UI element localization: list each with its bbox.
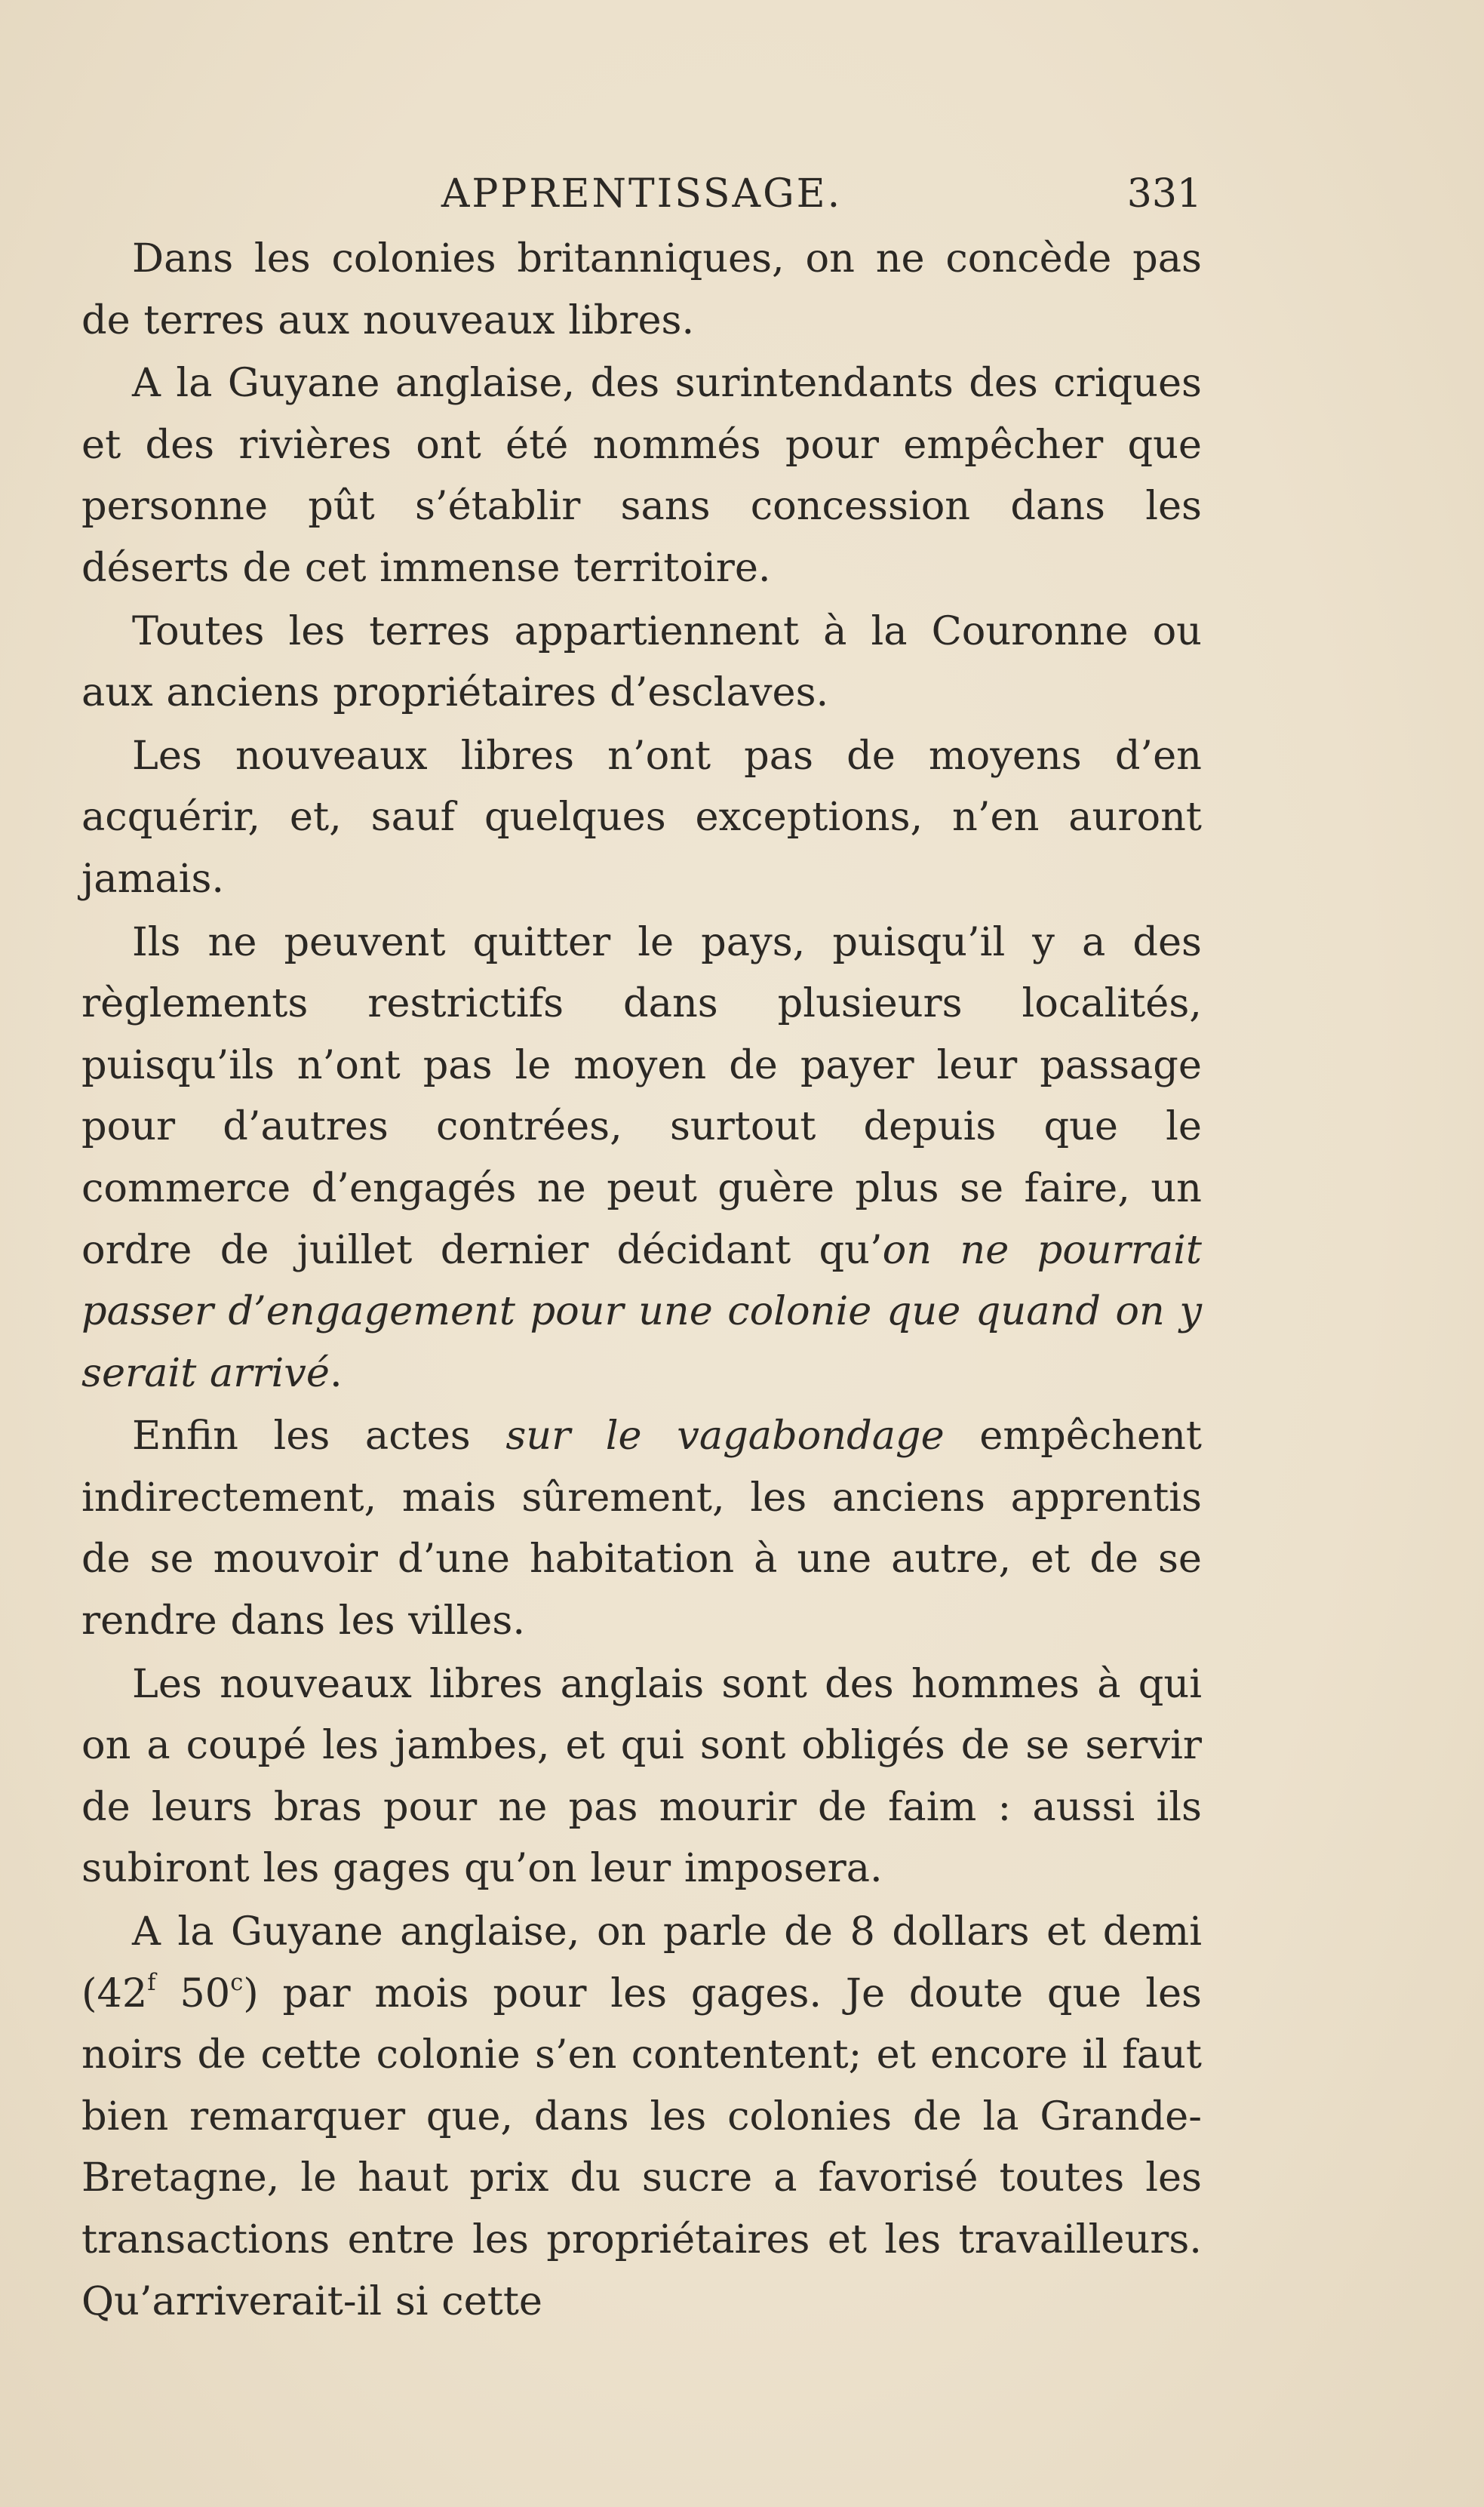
paragraph <box>81 352 1202 598</box>
paragraph <box>81 725 1202 910</box>
paragraph-text: ) par mois pour les gages. Je doute que les noirs de cette colonie s’en contentent; et encore il faut bien remarquer que, dans les colonies de la Grande-Bretagne, le haut prix du sucre a favorisé toutes les transactions entre les propriétaires et les travailleurs. Qu’arriverait-il si cette <box>81 1970 1203 2324</box>
paragraph <box>81 228 1202 351</box>
paragraph-text: Les nouveaux libres anglais sont des hommes à qui on a coupé les jambes, et qui sont obligés de se servir de leurs bras pour ne pas mourir de faim : aussi ils subiront les gages qu’on leur imposera. <box>81 1660 1202 1892</box>
paragraph <box>81 912 1202 1404</box>
body-text <box>81 228 1202 2332</box>
paragraph-text: Ils ne peuvent quitter le pays, puisqu’il y a des règlements restrictifs dans plusieurs localités, puisqu’ils n’ont pas le moyen de payer leur passage pour d’autres contrées, surtout depuis que le commerce d’engagés ne peut guère plus se faire, un ordre de juillet dernier décidant qu’ <box>81 918 1202 1273</box>
paragraph-text: empêchent indirectement, mais sûrement, les anciens apprentis de se mouvoir d’une habitation à une autre, et de se rendre dans les villes. <box>81 1413 1202 1644</box>
paragraph <box>81 1901 1202 2332</box>
paragraph-text: A la Guyane anglaise, des surintendants des criques et des rivières ont été nommés pour empêcher que personne pût s’établir sans concession dans les déserts de cet immense territoire. <box>81 360 1202 591</box>
paragraph-text: Enfin les actes <box>132 1413 506 1460</box>
running-head <box>81 168 1202 220</box>
running-title: APPRENTISSAGE. <box>441 171 843 217</box>
superscript-franc: f <box>147 1969 156 1996</box>
superscript-centime: c <box>230 1969 244 1996</box>
paragraph-text: Toutes les terres appartiennent à la Couronne ou aux anciens propriétaires d’esclaves. <box>81 608 1202 716</box>
italic-text: on ne pourrait passer d’engagement pour une colonie que quand on y serait arrivé <box>81 1226 1202 1396</box>
italic-text: sur le vagabondage <box>505 1413 945 1460</box>
paragraph-text: Les nouveaux libres n’ont pas de moyens d’en acquérir, et, sauf quelques exceptions, n’en auront jamais. <box>81 732 1202 902</box>
paragraph <box>81 1653 1202 1899</box>
paragraph <box>81 601 1202 724</box>
paragraph-text: A la Guyane anglaise, on parle de 8 dollars et demi (42 <box>81 1909 1202 2016</box>
page-number: 331 <box>1126 171 1202 217</box>
paragraph-text: . <box>330 1349 343 1396</box>
paragraph <box>81 1405 1202 1651</box>
paragraph-text: 50 <box>155 1970 231 2016</box>
paragraph-text: Dans les colonies britanniques, on ne concède pas de terres aux nouveaux libres. <box>81 235 1202 343</box>
